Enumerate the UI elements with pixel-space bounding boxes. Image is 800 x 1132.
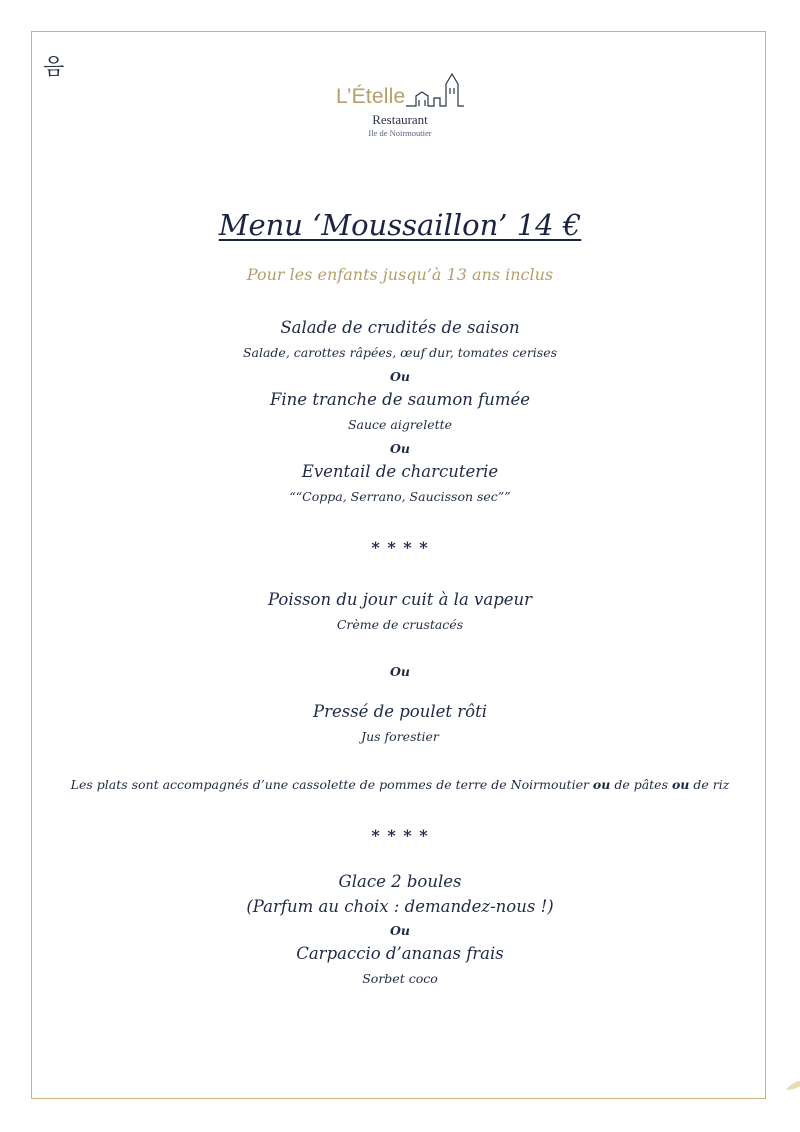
section-separator: * * * * <box>371 826 429 845</box>
starter-dish-3: Eventail de charcuterie <box>301 462 499 481</box>
dessert-dish-1-detail: (Parfum au choix : demandez-nous !) <box>246 897 554 916</box>
menu-title: Menu ‘Moussaillon’ 14 € <box>218 208 582 242</box>
note-text: de riz <box>689 777 730 792</box>
logo-name: L’Ételle <box>336 85 406 108</box>
logo-subtitle: Restaurant <box>372 112 428 127</box>
starter-dish-1: Salade de crudités de saison <box>280 318 520 337</box>
dessert-dish-1: Glace 2 boules <box>338 872 462 891</box>
leaf-ornament-icon <box>784 1078 800 1092</box>
page-border <box>31 31 766 1099</box>
main-dish-1: Poisson du jour cuit à la vapeur <box>267 590 533 609</box>
starter-dish-3-desc: ““Coppa, Serrano, Saucisson sec”” <box>289 489 511 504</box>
section-separator: * * * * <box>371 538 429 557</box>
note-or: ou <box>671 777 690 792</box>
menu-subtitle: Pour les enfants jusqu’à 13 ans inclus <box>246 265 554 284</box>
dessert-dish-2-desc: Sorbet coco <box>362 971 438 986</box>
or-label: Ou <box>390 664 410 679</box>
logo-location: Ile de Noirmoutier <box>368 128 432 138</box>
corner-glyph: 음 <box>43 55 65 80</box>
note-text: de pâtes <box>610 777 672 792</box>
starter-dish-2: Fine tranche de saumon fumée <box>269 390 531 409</box>
note-text: Les plats sont accompagnés d’une cassolette de pommes de terre de Noirmoutier <box>70 777 593 792</box>
or-label: Ou <box>390 369 410 384</box>
main-dish-2-desc: Jus forestier <box>361 729 439 744</box>
main-dish-1-desc: Crème de crustacés <box>336 617 464 632</box>
main-dish-2: Pressé de poulet rôti <box>312 702 488 721</box>
restaurant-logo <box>320 66 480 146</box>
starter-dish-2-desc: Sauce aigrelette <box>347 417 453 432</box>
dessert-dish-2: Carpaccio d’ananas frais <box>296 944 504 963</box>
side-dish-note <box>0 777 800 792</box>
starter-dish-1-desc: Salade, carottes râpées, œuf dur, tomates cerises <box>242 345 558 360</box>
note-or: ou <box>592 777 611 792</box>
church-icon <box>406 70 466 110</box>
or-label: Ou <box>390 441 410 456</box>
or-label: Ou <box>390 923 410 938</box>
